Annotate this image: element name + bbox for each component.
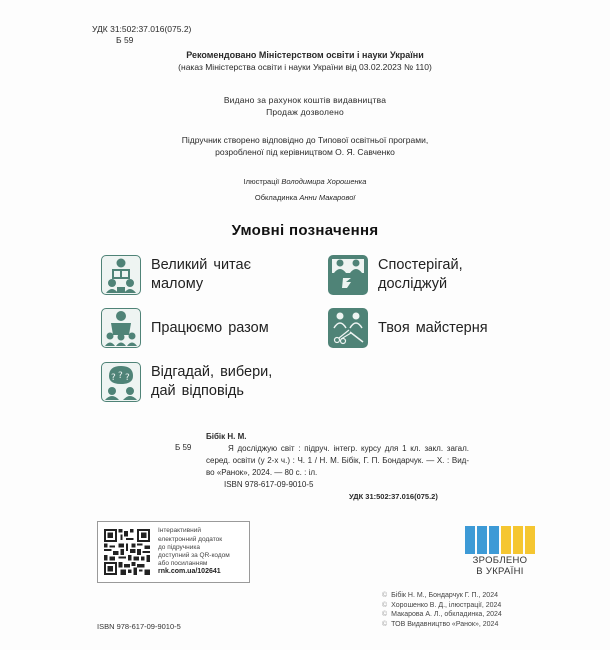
legend-item-reading <box>101 255 251 295</box>
copyright-item <box>382 620 502 630</box>
cover-name: Анни Макарової <box>299 193 356 202</box>
legend-title: Умовні позначення <box>231 222 379 239</box>
qr-text-line: електронний додаток <box>158 535 223 543</box>
copyright-icon: © <box>382 611 388 619</box>
sale-note: Продаж дозволено <box>266 107 344 117</box>
svg-text:?: ? <box>125 373 130 383</box>
library-code: Б 59 <box>116 35 134 45</box>
udk-header <box>92 24 191 46</box>
work-together-icon <box>101 308 141 348</box>
qr-code[interactable] <box>104 529 150 575</box>
copyright-item <box>382 610 502 620</box>
legend-label-line2: малому <box>151 276 204 292</box>
logo-stripe-blue <box>489 526 499 554</box>
catalog-description: Я досліджую світ : підруч. інтегр. курсу для 1 кл. закл. загал. серед. освіти (у 2-х ч.) : Ч. 1 / Н. М. Бібік, Г. П. Бондарчук. — Х. : Вид-во «Ранок», 2024. — 80 с. : іл. <box>206 444 469 477</box>
workshop-icon <box>328 308 368 348</box>
copyright-icon: © <box>382 592 388 599</box>
legend-label <box>151 256 251 294</box>
qr-link[interactable]: rnk.com.ua/102641 <box>158 568 221 576</box>
legend-label <box>151 363 272 401</box>
illustrations-name: Володимира Хорошенка <box>281 177 367 186</box>
copyright-icon: © <box>382 621 388 629</box>
catalog-isbn: ISBN 978-617-09-9010-5 <box>224 480 314 489</box>
copyright-item <box>382 591 502 601</box>
svg-text:?: ? <box>111 373 116 383</box>
made-in-line2: В УКРАЇНІ <box>476 565 524 577</box>
copyright-text: ТОВ Видавництво «Ранок», 2024 <box>391 621 499 629</box>
made-in-line1: ЗРОБЛЕНО <box>472 555 528 566</box>
recommendation-title: Рекомендовано Міністерством освіти і науки України <box>186 50 424 60</box>
qr-text-line: доступний за QR-кодом <box>158 552 230 559</box>
logo-stripe-blue <box>477 526 487 554</box>
illustrations-credit <box>0 177 610 186</box>
cover-credit <box>0 193 610 202</box>
qr-text-line: до підручника <box>158 543 200 551</box>
qr-block <box>97 521 250 583</box>
program-note-line2: розробленої під керівництвом О. Я. Савченко <box>215 147 395 157</box>
reading-together-icon <box>101 255 141 295</box>
copyright-text: Макарова А. Л., обкладинка, 2024 <box>391 611 502 619</box>
catalog-udk: УДК 31:502:37.016(075.2) <box>349 492 438 501</box>
published-note: Видано за рахунок коштів видавництва <box>223 95 387 105</box>
footer-isbn: ISBN 978-617-09-9010-5 <box>97 622 181 631</box>
legend-label-line2: досліджуй <box>378 276 448 292</box>
legend-label <box>151 319 269 338</box>
legend-label-line1: Відгадай, вибери, <box>151 364 273 380</box>
legend-label-line1: Великий читає <box>151 257 251 273</box>
legend-item-work-together <box>101 308 269 348</box>
logo-stripe-yellow <box>501 526 511 554</box>
catalog-code: Б 59 <box>175 443 192 452</box>
observe-explore-icon <box>328 255 368 295</box>
svg-text:?: ? <box>118 371 123 381</box>
legend-item-observe <box>328 255 463 295</box>
copyright-text: Бібік Н. М., Бондарчук Г. П., 2024 <box>391 592 498 599</box>
legend-item-guess <box>101 362 272 402</box>
copyright-text: Хорошенко В. Д., ілюстрації, 2024 <box>391 601 502 609</box>
program-note-line1: Підручник створено відповідно до Типової освітньої програми, <box>181 135 429 145</box>
udk-code: УДК 31:502:37.016(075.2) <box>92 24 192 34</box>
copyright-icon: © <box>382 601 388 609</box>
legend-label-line2: дай відповідь <box>151 383 244 399</box>
cover-label: Обкладинка <box>254 193 298 202</box>
legend-label-line1: Спостерігай, <box>378 257 463 273</box>
legend-label <box>378 256 463 294</box>
qr-text-line: або посиланням <box>158 560 208 568</box>
catalog-author: Бібік Н. М. <box>206 432 247 441</box>
copyright-item <box>382 601 502 611</box>
made-in-ukraine-text <box>460 556 540 577</box>
legend-item-workshop <box>328 308 488 348</box>
legend-label-line1: Працюємо разом <box>151 319 269 336</box>
logo-stripe-yellow <box>525 526 535 554</box>
copyright-list <box>382 591 502 630</box>
legend-label <box>378 319 488 338</box>
recommendation-order: (наказ Міністерства освіти і науки України від 03.02.2023 № 110) <box>178 62 432 72</box>
qr-text-line: Інтерактивний <box>158 527 201 535</box>
logo-stripe-blue <box>465 526 475 554</box>
illustrations-label: Ілюстрації <box>243 177 280 186</box>
legend-label-line1: Твоя майстерня <box>378 319 488 336</box>
qr-description <box>158 527 230 576</box>
made-in-ukraine-logo <box>465 526 535 554</box>
guess-choose-icon <box>101 362 141 402</box>
logo-stripe-yellow <box>513 526 523 554</box>
